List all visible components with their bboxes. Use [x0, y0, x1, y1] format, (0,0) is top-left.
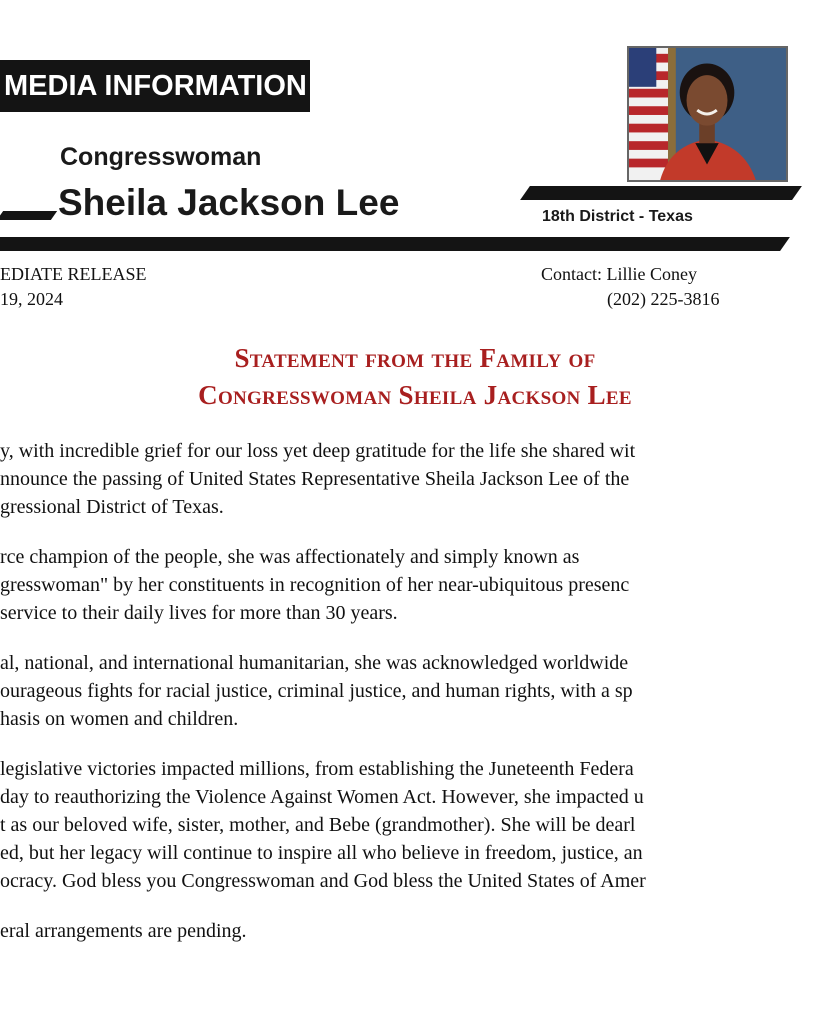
header-stripe-bottom: [0, 237, 790, 251]
paragraph-line: al, national, and international humanitarian, she was acknowledged worldwide: [0, 652, 629, 674]
contact-phone: (202) 225-3816: [607, 289, 720, 309]
portrait-photo: [627, 46, 788, 182]
congresswoman-name: Sheila Jackson Lee: [58, 182, 400, 223]
paragraph: [0, 437, 820, 521]
contact-name: Contact: Lillie Coney: [541, 264, 697, 284]
paragraph-line: nnounce the passing of United States Representative Sheila Jackson Lee of the: [0, 468, 630, 490]
paragraph: [0, 543, 820, 627]
headline-line-2: Congresswoman Sheila Jackson Lee: [198, 380, 632, 410]
headline-line-1: Statement from the Family of: [234, 343, 596, 373]
statement-headline: [0, 340, 820, 414]
paragraph-line: rce champion of the people, she was affectionately and simply known as: [0, 546, 580, 568]
paragraph: [0, 649, 820, 733]
media-information-badge: MEDIA INFORMATION: [0, 60, 310, 112]
release-info: [0, 262, 146, 312]
paragraph-line: t as our beloved wife, sister, mother, and Bebe (grandmother). She will be dearl: [0, 814, 636, 836]
paragraph-line: hasis on women and children.: [0, 708, 239, 730]
statement-body: [0, 437, 820, 967]
release-date: 19, 2024: [0, 289, 63, 309]
paragraph-line: y, with incredible grief for our loss yet deep gratitude for the life she shared wit: [0, 440, 636, 462]
paragraph: [0, 917, 820, 945]
paragraph: [0, 755, 820, 895]
paragraph-line: eral arrangements are pending.: [0, 920, 247, 942]
district-label: 18th District - Texas: [542, 208, 693, 225]
paragraph-line: legislative victories impacted millions, from establishing the Juneteenth Federa: [0, 758, 634, 780]
release-label: EDIATE RELEASE: [0, 264, 147, 284]
header-title: Congresswoman: [60, 143, 262, 171]
paragraph-line: gressional District of Texas.: [0, 496, 224, 518]
paragraph-line: ed, but her legacy will continue to inspire all who believe in freedom, justice, an: [0, 842, 643, 864]
header-stripe-left: [0, 211, 57, 220]
paragraph-line: day to reauthorizing the Violence Against Women Act. However, she impacted u: [0, 786, 644, 808]
portrait-image: [629, 48, 786, 180]
header-stripe-right: [520, 186, 802, 200]
paragraph-line: ourageous fights for racial justice, criminal justice, and human rights, with a sp: [0, 680, 633, 702]
paragraph-line: ocracy. God bless you Congresswoman and God bless the United States of Amer: [0, 870, 646, 892]
paragraph-line: gresswoman" by her constituents in recognition of her near-ubiquitous presenc: [0, 574, 630, 596]
contact-info: [541, 262, 719, 312]
paragraph-line: service to their daily lives for more than 30 years.: [0, 602, 398, 624]
